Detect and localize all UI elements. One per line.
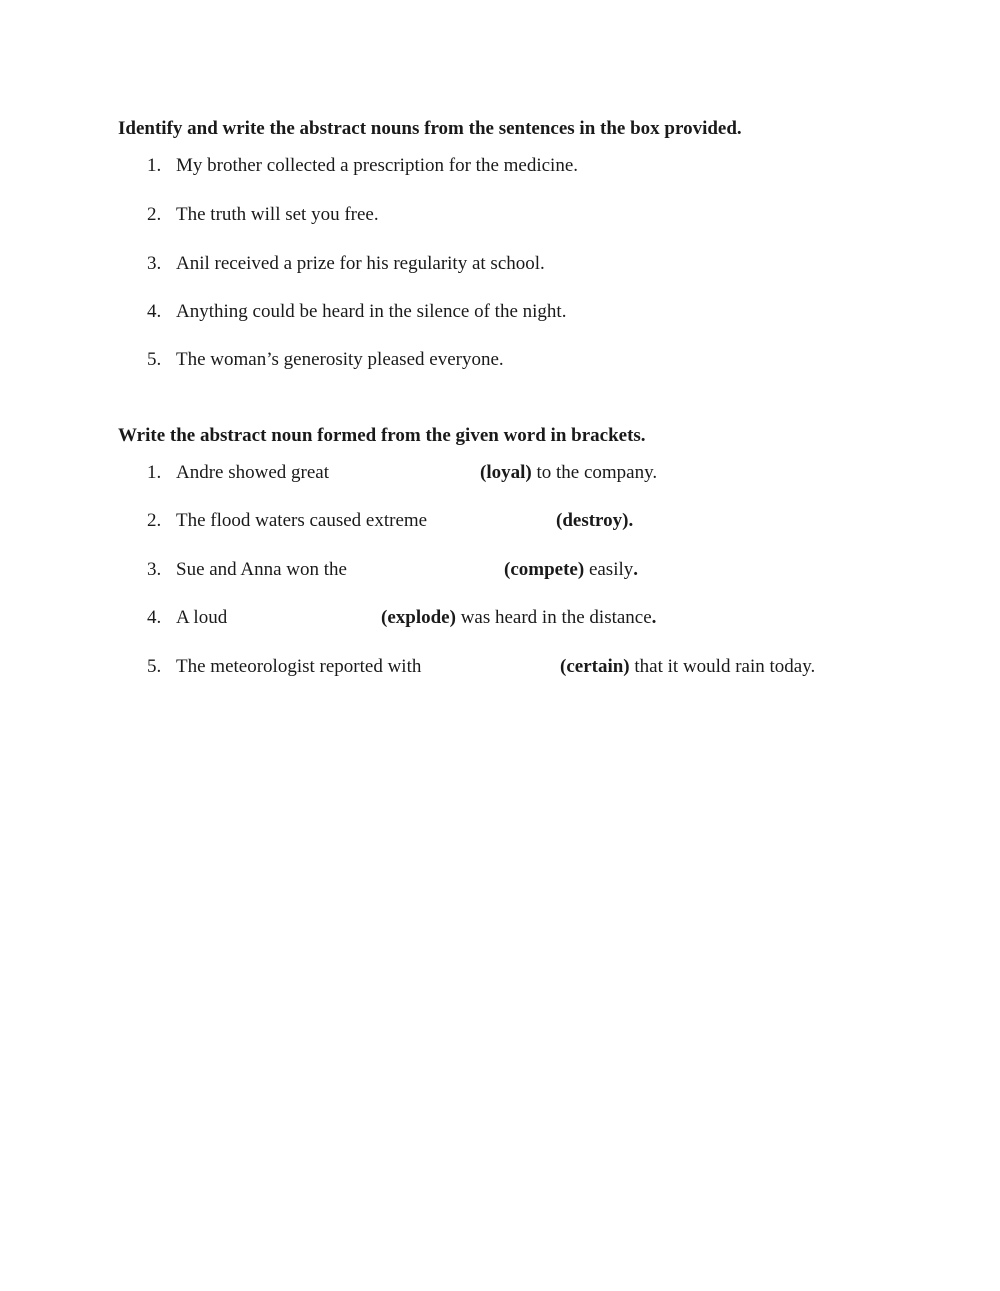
item-number: 4. — [147, 301, 162, 322]
sentence-start: Andre showed great — [176, 462, 330, 483]
sentence-end: to the company. — [531, 462, 658, 483]
section1-instruction: Identify and write the abstract nouns from the sentences in the box provided. — [118, 118, 742, 139]
sentence-end: that it would rain today. — [629, 656, 816, 677]
sentence-end: was heard in the distance — [455, 607, 652, 628]
section2-instruction: Write the abstract noun formed from the given word in brackets. — [118, 425, 646, 446]
bracket-phrase — [381, 607, 656, 629]
sentence-start: The meteorologist reported with — [176, 656, 422, 677]
item-number: 2. — [147, 204, 162, 225]
item-number: 5. — [147, 656, 162, 677]
sentence-end: easily — [584, 559, 634, 580]
bracket-word: (compete) — [504, 559, 585, 580]
bracket-word: (explode) — [381, 607, 456, 628]
sentence: My brother collected a prescription for the medicine. — [176, 155, 579, 176]
sentence-period: . — [633, 559, 639, 580]
sentence: Anything could be heard in the silence of the night. — [176, 301, 567, 322]
bracket-phrase — [480, 462, 657, 484]
item-number: 4. — [147, 607, 162, 628]
sentence-start: A loud — [176, 607, 228, 628]
item-number: 3. — [147, 253, 162, 274]
bracket-word: (loyal) — [480, 462, 532, 483]
item-number: 3. — [147, 559, 162, 580]
bracket-word: (certain) — [560, 656, 630, 677]
item-number: 1. — [147, 155, 162, 176]
sentence: Anil received a prize for his regularity at school. — [176, 253, 545, 274]
item-number: 1. — [147, 462, 162, 483]
sentence: The woman’s generosity pleased everyone. — [176, 349, 504, 370]
sentence-start: The flood waters caused extreme — [176, 510, 428, 531]
item-number: 5. — [147, 349, 162, 370]
bracket-word: (destroy). — [556, 510, 634, 531]
sentence-start: Sue and Anna won the — [176, 559, 347, 580]
bracket-phrase — [560, 656, 815, 678]
sentence-period: . — [651, 607, 657, 628]
item-number: 2. — [147, 510, 162, 531]
bracket-phrase — [504, 559, 638, 581]
sentence: The truth will set you free. — [176, 204, 379, 225]
